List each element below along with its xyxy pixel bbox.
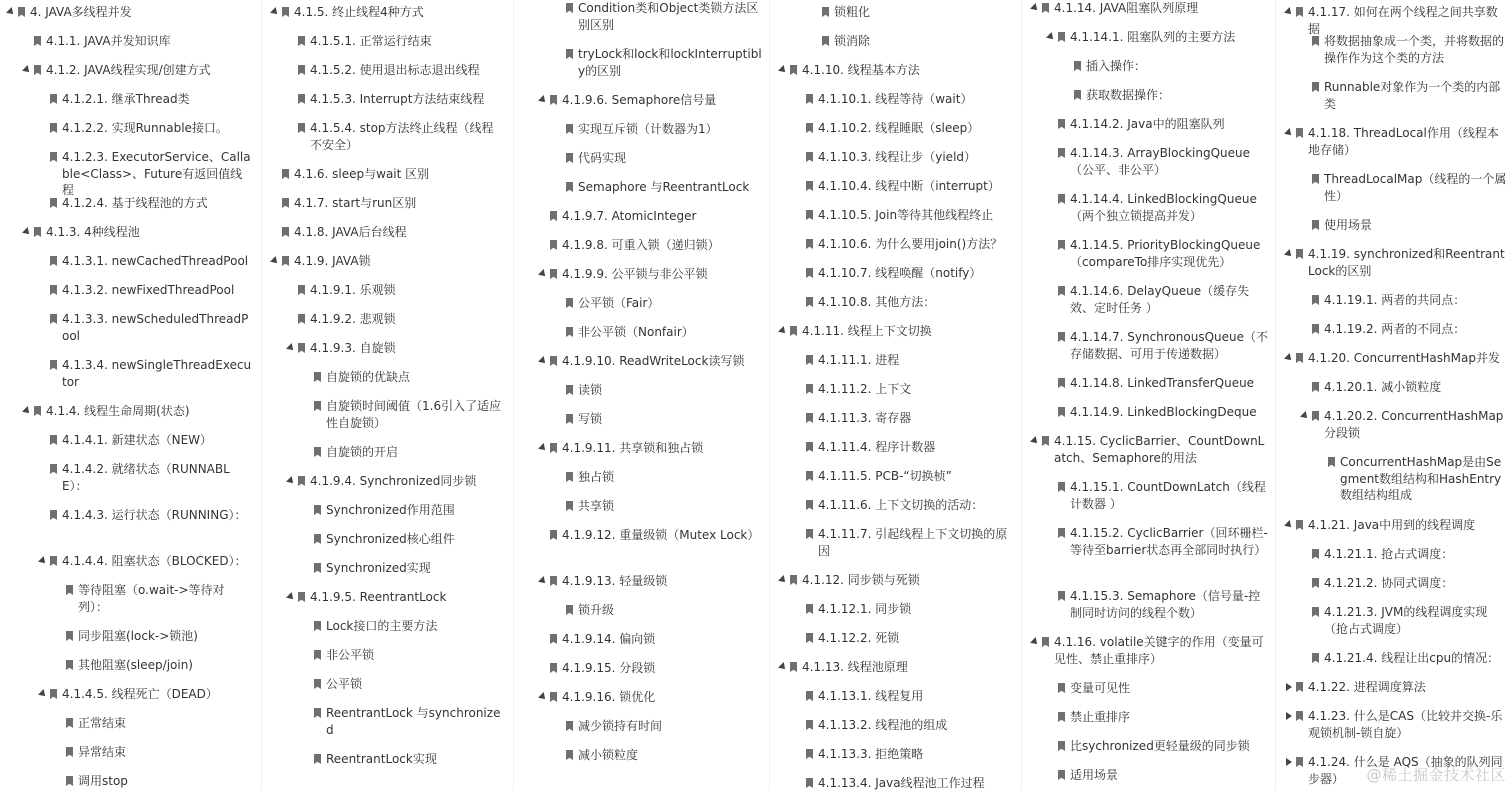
outline-item-label: Semaphore 与ReentrantLock: [578, 180, 750, 194]
outline-item-label: 4.1.10.7. 线程唤醒（notify）: [818, 266, 982, 280]
outline-item-label: 变量可见性: [1070, 681, 1131, 695]
outline-item-label: 4.1.9. JAVA锁: [294, 254, 371, 268]
outline-item-label: 4.1.20. ConcurrentHashMap并发: [1308, 351, 1500, 365]
outline-item[interactable]: [0, 582, 254, 615]
outline-item[interactable]: [772, 33, 1018, 50]
outline-item-label: 4.1.13.3. 拒绝策略: [818, 747, 924, 761]
outline-item-label: ReentrantLock 与synchronized: [326, 706, 501, 737]
outline-item-label: 等待阻塞（o.wait->等待对列）：: [78, 583, 225, 614]
outline-item-label: 4.1.9.5. ReentrantLock: [310, 590, 447, 604]
outline-item[interactable]: [1278, 171, 1508, 204]
expand-toggle-icon[interactable]: [1286, 712, 1292, 720]
outline-item-label: 4.1.12. 同步锁与死锁: [802, 573, 920, 587]
outline-item-label: 4.1.9.6. Semaphore信号量: [562, 93, 717, 107]
outline-item[interactable]: [1024, 191, 1270, 224]
outline-item[interactable]: [1278, 246, 1508, 279]
outline-item[interactable]: [772, 410, 1018, 427]
outline-item-label: 4.1.5.1. 正常运行结束: [310, 34, 432, 48]
outline-item-label: 4.1.9.3. 自旋锁: [310, 341, 396, 355]
outline-item[interactable]: [772, 630, 1018, 647]
outline-item[interactable]: [772, 352, 1018, 369]
outline-item-label: 4.1.23. 什么是CAS（比较并交换-乐观锁机制-锁自旋）: [1308, 709, 1503, 740]
outline-item-label: 4.1.10.8. 其他方法：: [818, 295, 936, 309]
outline-item-label: 将数据抽象成一个类，并将数据的操作作为这个类的方法: [1324, 34, 1505, 65]
outline-column: [772, 0, 1022, 791]
outline-item-label: 4.1.3.2. newFixedThreadPool: [62, 283, 235, 297]
outline-item[interactable]: [1278, 408, 1508, 441]
outline-item[interactable]: [516, 237, 762, 254]
outline-item[interactable]: [264, 195, 504, 212]
outline-item[interactable]: [264, 282, 504, 299]
outline-item-label: Synchronized核心组件: [326, 532, 455, 546]
outline-item-label: 锁消除: [834, 34, 871, 48]
outline-item[interactable]: [516, 660, 762, 677]
outline-item-label: 4.1.2. JAVA线程实现/创建方式: [46, 63, 211, 77]
outline-item[interactable]: [516, 573, 762, 590]
outline-item[interactable]: [772, 439, 1018, 456]
outline-item[interactable]: [772, 688, 1018, 705]
outline-item-label: 4.1.11.7. 引起线程上下文切换的原因: [818, 527, 1008, 558]
outline-column: [0, 0, 258, 791]
outline-item[interactable]: [516, 179, 762, 196]
outline-item[interactable]: [772, 746, 1018, 763]
outline-item-label: 插入操作：: [1086, 59, 1147, 73]
outline-item[interactable]: [0, 461, 254, 494]
column-divider: [513, 0, 514, 791]
outline-item[interactable]: [1024, 680, 1270, 697]
outline-item[interactable]: [516, 689, 762, 706]
outline-item[interactable]: [516, 498, 762, 515]
outline-item[interactable]: [1278, 679, 1508, 696]
outline-item[interactable]: [772, 294, 1018, 311]
outline-item[interactable]: [264, 751, 504, 768]
outline-item-label: 4.1.14.2. Java中的阻塞队列: [1070, 117, 1225, 131]
outline-item-label: 自旋锁的优缺点: [326, 370, 411, 384]
outline-item[interactable]: [264, 91, 504, 108]
outline-item[interactable]: [0, 773, 254, 790]
outline-item[interactable]: [516, 121, 762, 138]
outline-item[interactable]: [516, 266, 762, 283]
outline-item-label: 4.1.13. 线程池原理: [802, 660, 908, 674]
outline-item[interactable]: [0, 91, 254, 108]
outline-item[interactable]: [264, 224, 504, 241]
outline-item-label: 4.1.5.2. 使用退出标志退出线程: [310, 63, 480, 77]
outline-item[interactable]: [772, 572, 1018, 589]
outline-item[interactable]: [0, 403, 254, 420]
outline-item-label: 4.1.14.4. LinkedBlockingQueue（两个独立锁提高并发）: [1070, 192, 1257, 223]
outline-item-label: ThreadLocalMap（线程的一个属性）: [1324, 172, 1507, 203]
outline-item-label: 4.1.3.4. newSingleThreadExecutor: [62, 358, 252, 389]
outline-item-label: 4.1.4.5. 线程死亡（DEAD）: [62, 687, 218, 701]
outline-item-label: 4.1.21.3. JVM的线程调度实现（抢占式调度）: [1324, 605, 1488, 636]
outline-item-label: 非公平锁（Nonfair）: [578, 325, 694, 339]
outline-item-label: 4.1.13.2. 线程池的组成: [818, 718, 948, 732]
outline-item-label: 4.1.14.3. ArrayBlockingQueue（公平、非公平）: [1070, 146, 1250, 177]
outline-item-label: 4.1.21. Java中用到的线程调度: [1308, 518, 1476, 532]
outline-item-label: 4.1.20.1. 减小锁粒度: [1324, 380, 1442, 394]
outline-item[interactable]: [1278, 454, 1508, 504]
outline-item[interactable]: [1278, 546, 1508, 563]
outline-item[interactable]: [1024, 145, 1270, 178]
outline-item-label: 4.1.1. JAVA并发知识库: [46, 34, 171, 48]
outline-item[interactable]: [516, 92, 762, 109]
outline-item-label: Synchronized作用范围: [326, 503, 455, 517]
outline-item[interactable]: [516, 411, 762, 428]
outline-item[interactable]: [516, 718, 762, 735]
outline-item-label: 自旋锁时间阈值（1.6引入了适应性自旋锁）: [326, 399, 502, 430]
outline-item-label: 4.1.11.2. 上下文: [818, 382, 912, 396]
outline-item[interactable]: [772, 775, 1018, 792]
outline-item-label: 减小锁粒度: [578, 748, 639, 762]
outline-item-label: 4.1.9.7. AtomicInteger: [562, 209, 697, 223]
outline-item-label: 读锁: [578, 383, 603, 397]
outline-item-label: 4.1.17. 如何在两个线程之间共享数据: [1308, 5, 1498, 36]
outline-item[interactable]: [1278, 292, 1508, 309]
outline-item[interactable]: [1278, 708, 1508, 741]
outline-item[interactable]: [264, 618, 504, 635]
outline-item-label: 4.1.9.15. 分段锁: [562, 661, 656, 675]
outline-item-label: ReentrantLock实现: [326, 752, 437, 766]
outline-item-label: 4.1.9.11. 共享锁和独占锁: [562, 441, 704, 455]
outline-item-label: 适用场景: [1070, 768, 1119, 782]
outline-item[interactable]: [1278, 217, 1508, 234]
outline-item[interactable]: [0, 253, 254, 270]
outline-item[interactable]: [772, 717, 1018, 734]
outline-item-label: 4.1.9.1. 乐观锁: [310, 283, 396, 297]
outline-item[interactable]: [772, 91, 1018, 108]
outline-item-label: 4.1.14.5. PriorityBlockingQueue（compareTo排序实现优先）: [1070, 238, 1261, 269]
outline-item[interactable]: [0, 507, 254, 524]
outline-item-label: 4.1.19. synchronized和ReentrantLock的区别: [1308, 247, 1505, 278]
outline-item[interactable]: [1024, 634, 1270, 667]
column-divider: [1275, 0, 1276, 791]
outline-item-label: 4.1.16. volatile关键字的作用（变量可见性、禁止重排序）: [1054, 635, 1264, 666]
outline-item[interactable]: [1024, 525, 1270, 558]
outline-item[interactable]: [264, 311, 504, 328]
column-divider: [1021, 0, 1022, 791]
outline-item[interactable]: [772, 468, 1018, 485]
outline-item-label: 4.1.4.1. 新建状态（NEW）: [62, 433, 213, 447]
outline-item[interactable]: [1024, 237, 1270, 270]
outline-item[interactable]: [1024, 375, 1270, 392]
outline-item-label: 获取数据操作：: [1086, 88, 1171, 102]
outline-item[interactable]: [1024, 404, 1270, 421]
outline-item[interactable]: [264, 62, 504, 79]
outline-item[interactable]: [1278, 379, 1508, 396]
outline-item[interactable]: [772, 207, 1018, 224]
outline-item-label: 4.1.22. 进程调度算法: [1308, 680, 1426, 694]
outline-item-label: 4.1.15.3. Semaphore（信号量-控制同时访问的线程个数）: [1070, 589, 1261, 620]
outline-item-label: 4.1.7. start与run区别: [294, 196, 417, 210]
outline-item-label: 禁止重排序: [1070, 710, 1131, 724]
outline-item[interactable]: [264, 4, 504, 21]
outline-item-label: 4.1.4.3. 运行状态（RUNNING）：: [62, 508, 247, 522]
outline-item-label: 4.1.3. 4种线程池: [46, 225, 140, 239]
outline-item[interactable]: [1024, 738, 1270, 755]
outline-item-label: 4.1.2.4. 基于线程池的方式: [62, 196, 208, 210]
outline-item-label: 4.1.11.4. 程序计数器: [818, 440, 936, 454]
outline-item-label: 4.1.13.1. 线程复用: [818, 689, 924, 703]
outline-item-label: 4.1.3.3. newScheduledThreadPool: [62, 312, 249, 343]
outline-item-label: 4.1.10.4. 线程中断（interrupt）: [818, 179, 1000, 193]
outline-item-label: 比sychronized更轻量级的同步锁: [1070, 739, 1250, 753]
outline-item-label: 锁粗化: [834, 5, 871, 19]
outline-item[interactable]: [264, 560, 504, 577]
outline-item[interactable]: [772, 659, 1018, 676]
outline-item[interactable]: [1024, 588, 1270, 621]
outline-item[interactable]: [772, 62, 1018, 79]
outline-item[interactable]: [772, 4, 1018, 21]
outline-item-label: 4.1.14.7. SynchronousQueue（不存储数据、可用于传递数据）: [1070, 330, 1269, 361]
outline-column: [1024, 0, 1274, 791]
outline-item[interactable]: [772, 178, 1018, 195]
column-divider: [769, 0, 770, 791]
outline-item[interactable]: [1024, 29, 1270, 46]
outline-item-label: 4.1.11.5. PCB-“切换桢”: [818, 469, 952, 483]
outline-item[interactable]: [264, 340, 504, 357]
outline-item-label: 4.1.15.1. CountDownLatch（线程计数器 ）: [1070, 480, 1266, 511]
outline-item[interactable]: [264, 647, 504, 664]
outline-item-label: 4.1.15.2. CyclicBarrier（回环栅栏-等待至barrier状态再全部同时执行）: [1070, 526, 1268, 557]
outline-item-label: 4.1.5.4. stop方法终止线程（线程不安全）: [310, 121, 494, 152]
outline-item[interactable]: [1278, 79, 1508, 112]
outline-item-label: 4.1.4.2. 就绪状态（RUNNABLE）：: [62, 462, 230, 493]
outline-item[interactable]: [264, 444, 504, 461]
watermark: @稀土掘金技术社区: [1366, 766, 1506, 784]
outline-item-label: 4.1.18. ThreadLocal作用（线程本地存储）: [1308, 126, 1499, 157]
outline-item[interactable]: [1024, 0, 1270, 17]
outline-item-label: 4.1.10.6. 为什么要用join()方法？: [818, 237, 1003, 251]
outline-item[interactable]: [772, 323, 1018, 340]
outline-item-label: 4.1.9.16. 锁优化: [562, 690, 656, 704]
outline-item[interactable]: [264, 398, 504, 431]
outline-item-label: 4.1.19.1. 两者的共同点：: [1324, 293, 1466, 307]
outline-item[interactable]: [264, 589, 504, 606]
outline-item[interactable]: [516, 440, 762, 457]
outline-item-label: 4.1.10.1. 线程等待（wait）: [818, 92, 973, 106]
outline-item-label: 4.1.6. sleep与wait 区别: [294, 167, 430, 181]
outline-item[interactable]: [1278, 321, 1508, 338]
outline-column: [516, 0, 766, 791]
outline-item-label: 4.1.9.8. 可重入锁（递归锁）: [562, 238, 720, 252]
outline-item[interactable]: [1024, 709, 1270, 726]
outline-item-label: 4.1.14.8. LinkedTransferQueue: [1070, 376, 1255, 390]
outline-item-label: 4.1.9.14. 偏向锁: [562, 632, 656, 646]
outline-item[interactable]: [1024, 87, 1270, 104]
outline-item[interactable]: [0, 62, 254, 79]
outline-item-label: 4.1.14.1. 阻塞队列的主要方法: [1070, 30, 1236, 44]
outline-item-label: 4.1.10.2. 线程睡眠（sleep）: [818, 121, 980, 135]
outline-item[interactable]: [772, 526, 1018, 559]
outline-item-label: 共享锁: [578, 499, 615, 513]
outline-item-label: Condition类和Object类锁方法区别区别: [578, 1, 759, 32]
outline-item[interactable]: [772, 149, 1018, 166]
outline-item[interactable]: [0, 311, 254, 344]
outline-item-label: 4.1.11.6. 上下文切换的活动：: [818, 498, 984, 512]
outline-item-label: tryLock和lock和lockInterruptibly的区别: [578, 47, 762, 78]
outline-item-label: 4.1.12.1. 同步锁: [818, 602, 912, 616]
outline-item-label: ConcurrentHashMap是由Segment数组结构和HashEntry数组结构组成: [1340, 455, 1502, 502]
outline-item[interactable]: [0, 657, 254, 674]
outline-item-label: 4.1.21.2. 协同式调度：: [1324, 576, 1454, 590]
outline-item[interactable]: [0, 149, 254, 199]
outline-item[interactable]: [264, 253, 504, 270]
outline-item[interactable]: [1024, 116, 1270, 133]
outline-item[interactable]: [772, 381, 1018, 398]
outline-item-label: Synchronized实现: [326, 561, 431, 575]
outline-item-label: 异常结束: [78, 745, 127, 759]
outline-item-label: 4.1.14.9. LinkedBlockingDeque: [1070, 405, 1257, 419]
outline-item-label: 4. JAVA多线程并发: [30, 5, 132, 19]
outline-item-label: 公平锁（Fair）: [578, 296, 660, 310]
outline-item[interactable]: [516, 46, 762, 79]
outline-item-label: 4.1.9.2. 悲观锁: [310, 312, 396, 326]
outline-item[interactable]: [1024, 58, 1270, 75]
outline-item-label: 4.1.12.2. 死锁: [818, 631, 900, 645]
outline-item-label: Lock接口的主要方法: [326, 619, 438, 633]
outline-item[interactable]: [0, 744, 254, 761]
outline-column: [1278, 0, 1512, 791]
outline-item-label: 4.1.9.13. 轻量级锁: [562, 574, 668, 588]
outline-item-label: 4.1.9.12. 重量级锁（Mutex Lock）: [562, 528, 760, 542]
outline-item-label: 4.1.11.1. 进程: [818, 353, 900, 367]
outline-item[interactable]: [516, 150, 762, 167]
outline-item[interactable]: [772, 601, 1018, 618]
outline-item[interactable]: [0, 553, 254, 570]
outline-item[interactable]: [0, 33, 254, 50]
outline-item-label: 4.1.14.6. DelayQueue（缓存失效、定时任务 ）: [1070, 284, 1250, 315]
outline-item-label: 4.1.2.1. 继承Thread类: [62, 92, 190, 106]
outline-item[interactable]: [264, 705, 504, 738]
outline-item[interactable]: [0, 686, 254, 703]
outline-item-label: 正常结束: [78, 716, 127, 730]
outline-item[interactable]: [1024, 767, 1270, 784]
outline-item[interactable]: [264, 531, 504, 548]
outline-item-label: 4.1.2.3. ExecutorService、Callable<Class>、Future有返回值线程: [62, 150, 251, 197]
outline-item[interactable]: [1024, 329, 1270, 362]
outline-item-label: 4.1.5. 终止线程4种方式: [294, 5, 424, 19]
outline-item-label: 4.1.2.2. 实现Runnable接口。: [62, 121, 228, 135]
outline-item[interactable]: [516, 631, 762, 648]
outline-item[interactable]: [1024, 433, 1270, 466]
outline-item[interactable]: [264, 502, 504, 519]
outline-item-label: 实现互斥锁（计数器为1）: [578, 122, 718, 136]
outline-item-label: 独占锁: [578, 470, 615, 484]
outline-item[interactable]: [1278, 350, 1508, 367]
outline-item-label: 使用场景: [1324, 218, 1373, 232]
outline-item[interactable]: [516, 324, 762, 341]
outline-item[interactable]: [264, 166, 504, 183]
expand-toggle-icon[interactable]: [1286, 683, 1292, 691]
outline-item-label: 4.1.10.5. Join等待其他线程终止: [818, 208, 994, 222]
outline-item[interactable]: [1278, 33, 1508, 66]
outline-item-label: 非公平锁: [326, 648, 375, 662]
outline-item[interactable]: [1024, 479, 1270, 512]
outline-item[interactable]: [516, 353, 762, 370]
outline-item[interactable]: [0, 224, 254, 241]
outline-item[interactable]: [1278, 575, 1508, 592]
outline-item-label: 4.1.15. CyclicBarrier、CountDownLatch、Semaphore的用法: [1054, 434, 1265, 465]
outline-item-label: 4.1.3.1. newCachedThreadPool: [62, 254, 249, 268]
outline-item[interactable]: [516, 382, 762, 399]
outline-item-label: 4.1.21.4. 线程让出cpu的情况：: [1324, 651, 1500, 665]
outline-item[interactable]: [1278, 517, 1508, 534]
outline-item-label: 4.1.21.1. 抢占式调度：: [1324, 547, 1454, 561]
outline-item-label: 4.1.20.2. ConcurrentHashMap分段锁: [1324, 409, 1504, 440]
outline-item[interactable]: [264, 120, 504, 153]
outline-item[interactable]: [0, 432, 254, 449]
outline-item-label: 自旋锁的开启: [326, 445, 399, 459]
outline-item-label: 4.1.19.2. 两者的不同点：: [1324, 322, 1466, 336]
outline-item-label: 4.1.11. 线程上下文切换: [802, 324, 932, 338]
outline-item[interactable]: [516, 602, 762, 619]
outline-item[interactable]: [0, 4, 254, 21]
outline-item[interactable]: [516, 469, 762, 486]
outline-item-label: 减少锁持有时间: [578, 719, 663, 733]
outline-item[interactable]: [516, 208, 762, 225]
outline-item[interactable]: [772, 236, 1018, 253]
outline-item[interactable]: [516, 747, 762, 764]
outline-item-label: 4.1.14. JAVA阻塞队列原理: [1054, 1, 1199, 15]
outline-item-label: 同步阻塞(lock->锁池): [78, 629, 198, 643]
outline-item[interactable]: [772, 120, 1018, 137]
outline-item[interactable]: [1278, 650, 1508, 667]
outline-item[interactable]: [0, 195, 254, 212]
outline-item-label: 4.1.4. 线程生命周期(状态): [46, 404, 190, 418]
outline-item-label: 4.1.10. 线程基本方法: [802, 63, 920, 77]
outline-item[interactable]: [264, 33, 504, 50]
outline-item[interactable]: [772, 265, 1018, 282]
outline-item-label: 4.1.9.4. Synchronized同步锁: [310, 474, 477, 488]
outline-item[interactable]: [0, 120, 254, 137]
expand-toggle-icon[interactable]: [1286, 758, 1292, 766]
column-divider: [261, 0, 262, 791]
outline-item[interactable]: [0, 715, 254, 732]
outline-item[interactable]: [772, 497, 1018, 514]
outline-item[interactable]: [0, 357, 254, 390]
outline-item-label: 4.1.13.4. Java线程池工作过程: [818, 776, 985, 790]
outline-item-label: 4.1.4.4. 阻塞状态（BLOCKED）：: [62, 554, 247, 568]
outline-item[interactable]: [264, 676, 504, 693]
outline-item[interactable]: [516, 295, 762, 312]
outline-item-label: 写锁: [578, 412, 603, 426]
outline-item[interactable]: [0, 282, 254, 299]
outline-item[interactable]: [1278, 604, 1508, 637]
outline-item-label: 调用stop: [78, 774, 128, 788]
outline-item[interactable]: [516, 527, 762, 544]
outline-item[interactable]: [1024, 283, 1270, 316]
outline-item-label: 4.1.9.10. ReadWriteLock读写锁: [562, 354, 745, 368]
outline-item[interactable]: [1278, 125, 1508, 158]
outline-item[interactable]: [264, 473, 504, 490]
outline-item-label: 代码实现: [578, 151, 627, 165]
outline-column: [264, 0, 508, 791]
outline-item[interactable]: [264, 369, 504, 386]
outline-item-label: 4.1.8. JAVA后台线程: [294, 225, 407, 239]
outline-item-label: 4.1.24. 什么是 AQS（抽象的队列同步器）: [1308, 755, 1503, 786]
outline-item-label: Runnable对象作为一个类的内部类: [1324, 80, 1501, 111]
outline-item[interactable]: [516, 0, 762, 33]
outline-item-label: 4.1.11.3. 寄存器: [818, 411, 912, 425]
outline-item-label: 锁升级: [578, 603, 615, 617]
outline-item-label: 其他阻塞(sleep/join): [78, 658, 193, 672]
outline-item-label: 公平锁: [326, 677, 363, 691]
outline-item-label: 4.1.9.9. 公平锁与非公平锁: [562, 267, 708, 281]
outline-item-label: 4.1.10.3. 线程让步（yield）: [818, 150, 977, 164]
outline-item-label: 4.1.5.3. Interrupt方法结束线程: [310, 92, 485, 106]
outline-item[interactable]: [0, 628, 254, 645]
